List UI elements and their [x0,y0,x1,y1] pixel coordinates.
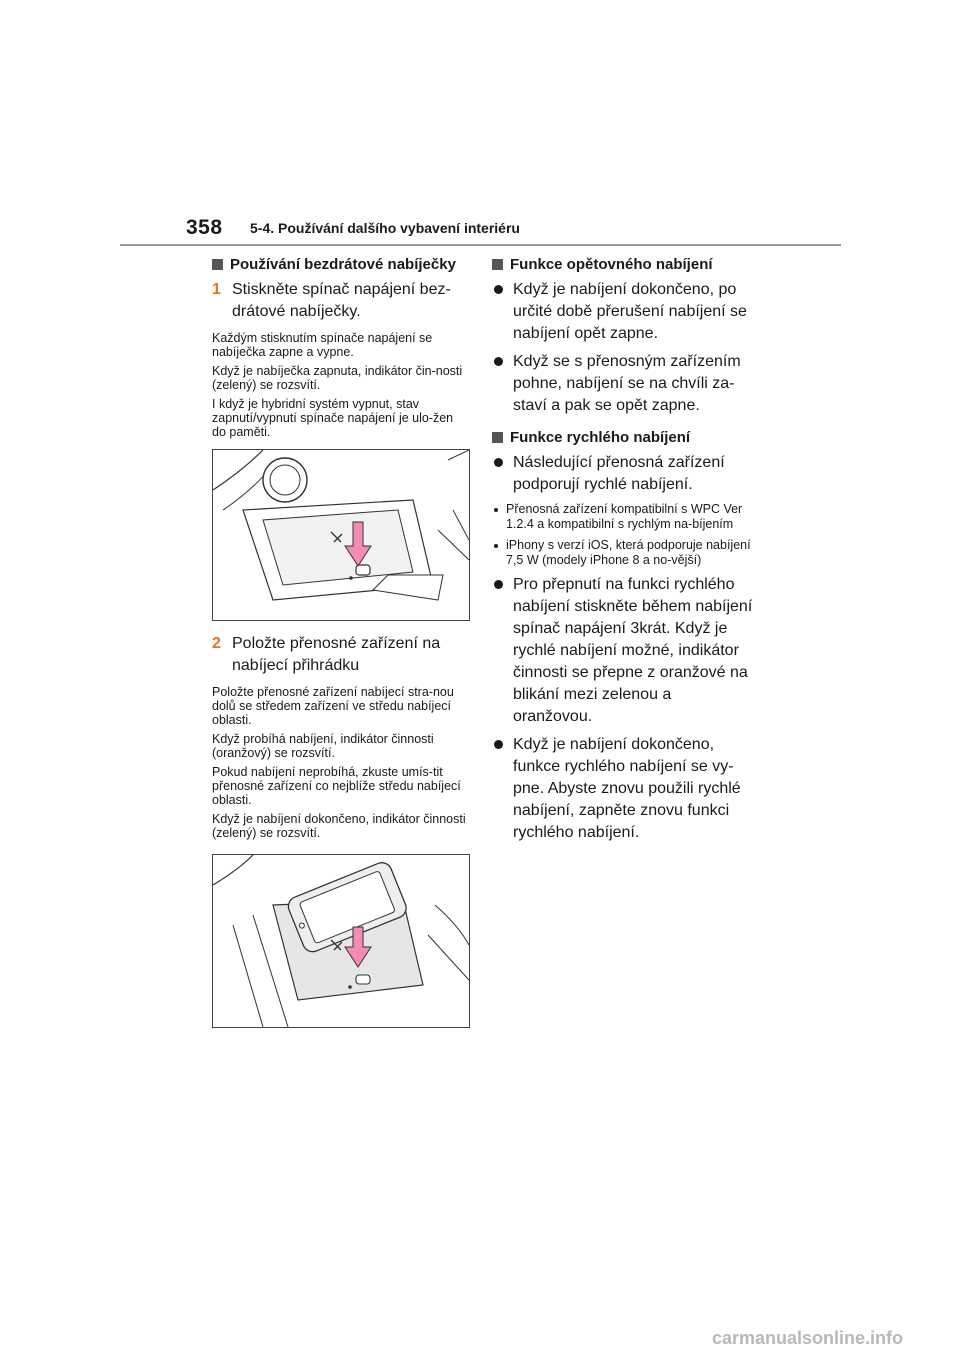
step-text: Položte přenosné zařízení na nabíjecí přihrádku [232,635,441,674]
figure-power-switch [212,449,470,621]
note: Když je nabíjení dokončeno, indikátor činnosti (zelený) se rozsvítí. [212,812,466,840]
left-column [212,256,470,1028]
square-bullet-icon [212,259,223,270]
heading-text: Používání bezdrátové nabíječky [230,256,456,273]
step-text: Stiskněte spínač napájení bez-drátové nabíječky. [232,281,451,320]
step-number: 1 [212,281,221,298]
bullet-text: Pro přepnutí na funkci rychlého nabíjení stiskněte během nabíjení spínač napájení 3krát. Když je rychlé nabíjení možné, indikátor činnosti se přepne z oranžové na blikání mezi zelenou a oranžovou. [513,576,753,725]
bullet-item [492,452,754,496]
step-2 [212,633,470,677]
sub-bullet-item [492,502,754,532]
console-illustration-1 [213,450,469,620]
bullet-dot-icon [494,357,503,366]
sub-bullet-text: Přenosná zařízení kompatibilní s WPC Ver 1.2.4 a kompatibilní s rychlým na-bíjením [506,502,743,531]
note: Když je nabíječka zapnuta, indikátor čin-nosti (zelený) se rozsvítí. [212,364,463,392]
bullet-text: Když je nabíjení dokončeno, po určité době přerušení nabíjení se nabíjení opět zapne. [513,281,747,342]
small-dot-icon [494,508,498,512]
bullet-dot-icon [494,580,503,589]
bullet-item [492,734,754,844]
console-illustration-2 [213,855,469,1027]
note: Každým stisknutím spínače napájení se nabíječka zapne a vypne. [212,331,433,359]
bullet-text: Když se s přenosným zařízením pohne, nabíjení se na chvíli za-staví a pak se opět zapne. [513,353,741,414]
bullet-text: Následující přenosná zařízení podporují rychlé nabíjení. [513,454,725,493]
note: Pokud nabíjení neprobíhá, zkuste umís-tit přenosné zařízení co nejblíže středu nabíjecí oblasti. [212,765,461,807]
page-number: 358 [186,216,223,239]
sub-bullet-item [492,538,754,568]
heading-text: Funkce rychlého nabíjení [510,429,691,446]
step-1 [212,279,470,323]
bullet-text: Když je nabíjení dokončeno, funkce rychlého nabíjení se vy-pne. Abyste znovu použili rychlé nabíjení, zapněte znovu funkci rychlého nabíjení. [513,736,741,841]
square-bullet-icon [492,259,503,270]
bullet-dot-icon [494,458,503,467]
note: Když probíhá nabíjení, indikátor činnosti (oranžový) se rozsvítí. [212,732,434,760]
watermark: carmanualsonline.info [712,1328,904,1348]
bullet-item [492,351,754,417]
heading-text: Funkce opětovného nabíjení [510,256,713,273]
right-column [492,256,754,850]
header-rule [120,244,841,246]
step-number: 2 [212,635,221,652]
sub-bullet-text: iPhony s verzí iOS, která podporuje nabíjení 7,5 W (modely iPhone 8 a no-vější) [506,538,751,567]
bullet-item [492,574,754,728]
heading-fast-charge [492,429,754,446]
figure-place-device [212,854,470,1028]
bullet-dot-icon [494,285,503,294]
square-bullet-icon [492,432,503,443]
section-title: 5-4. Používání dalšího vybavení interiéru [250,220,520,236]
heading-wireless-charger [212,256,470,273]
bullet-item [492,279,754,345]
note: I když je hybridní systém vypnut, stav zapnutí/vypnutí spínače napájení je ulo-žen do paměti. [212,397,454,439]
bullet-dot-icon [494,740,503,749]
small-dot-icon [494,544,498,548]
note: Položte přenosné zařízení nabíjecí stra-nou dolů se středem zařízení ve středu nabíjecí oblasti. [212,685,454,727]
heading-recharge [492,256,754,273]
